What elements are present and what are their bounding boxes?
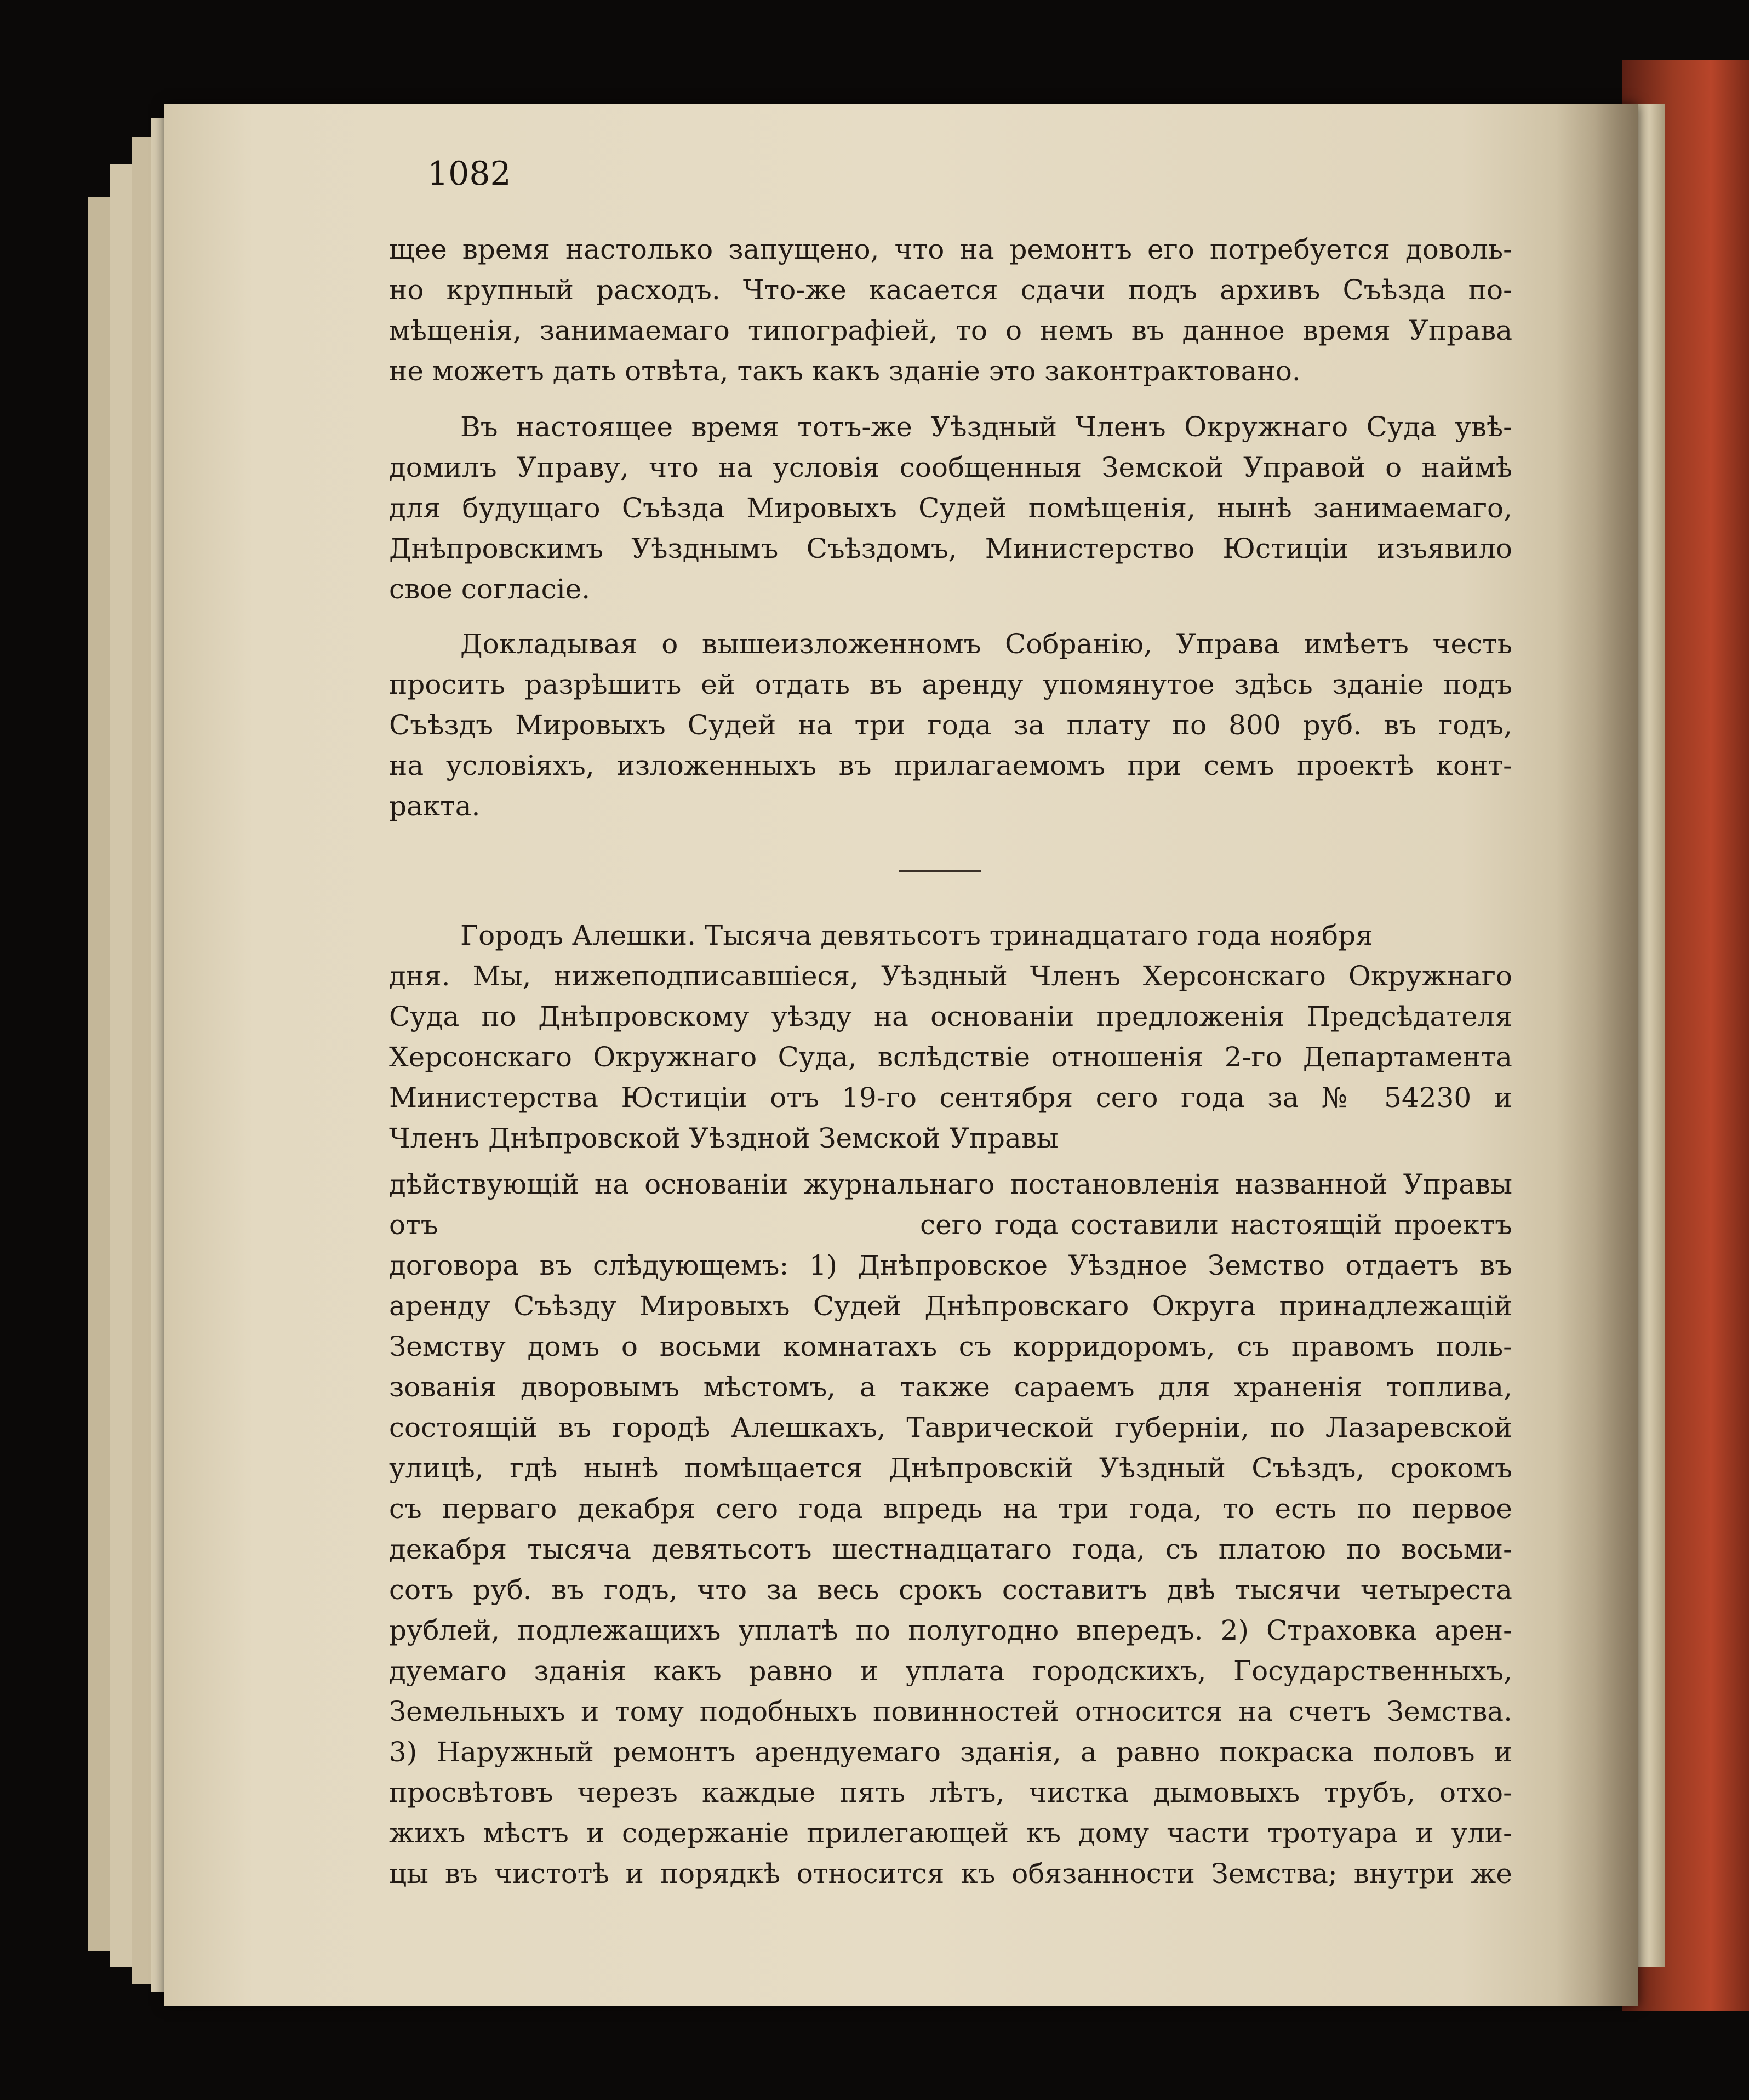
- para3-line: просить разрѣшить ей отдать въ аренду упомянутое здѣсь зданіе подъ: [389, 669, 1512, 700]
- para1-line: но крупный расходъ. Что-же касается сдачи подъ архивъ Съѣзда по-: [389, 274, 1512, 306]
- contract-line: Министерства Юстиціи отъ 19-го сентября сего года за № 54230 и: [389, 1082, 1512, 1114]
- para2-line: свое согласіе.: [389, 573, 591, 605]
- contract-line: Земельныхъ и тому подобныхъ повинностей относится на счетъ Земства.: [389, 1696, 1512, 1727]
- para2-line: домилъ Управу, что на условія сообщенныя Земской Управой о наймѣ: [389, 452, 1512, 483]
- contract-line: Городъ Алешки. Тысяча девятьсотъ тринадцатаго года ноября: [460, 920, 1373, 951]
- para1-line: щее время настолько запущено, что на ремонтъ его потребуется доволь-: [389, 233, 1512, 265]
- para3-line: ракта.: [389, 790, 481, 822]
- para1-line: не можетъ дать отвѣта, такъ какъ зданіе это законтрактовано.: [389, 355, 1301, 387]
- contract-line: просвѣтовъ черезъ каждые пять лѣтъ, чистка дымовыхъ трубъ, отхо-: [389, 1777, 1512, 1808]
- contract-line: 3) Наружный ремонтъ арендуемаго зданія, а равно покраска половъ и: [389, 1736, 1512, 1768]
- page-number: 1082: [427, 155, 511, 193]
- contract-line: зованія дворовымъ мѣстомъ, а также сараемъ для храненія топлива,: [389, 1371, 1512, 1403]
- contract-line: съ перваго декабря сего года впредь на три года, то есть по первое: [389, 1493, 1512, 1525]
- para3-line: Съѣздъ Мировыхъ Судей на три года за плату по 800 руб. въ годъ,: [389, 709, 1512, 741]
- contract-line: жихъ мѣстъ и содержаніе прилегающей къ дому части тротуара и ули-: [389, 1817, 1512, 1849]
- contract-line: аренду Съѣзду Мировыхъ Судей Днѣпровскаго Округа принадлежащій: [389, 1290, 1512, 1322]
- contract-line: Земству домъ о восьми комнатахъ съ корридоромъ, съ правомъ поль-: [389, 1331, 1512, 1362]
- contract-line: рублей, подлежащихъ уплатѣ по полугодно впередъ. 2) Страховка арен-: [389, 1614, 1512, 1646]
- contract-line: сотъ руб. въ годъ, что за весь срокъ составитъ двѣ тысячи четыреста: [389, 1574, 1512, 1606]
- gutter-shadow: [1556, 104, 1638, 2006]
- contract-line: отъ сего года составили настоящій проектъ: [389, 1209, 1512, 1241]
- contract-line: дня. Мы, нижеподписавшіеся, Уѣздный Членъ Херсонскаго Окружнаго: [389, 960, 1512, 992]
- contract-line: цы въ чистотѣ и порядкѣ относится къ обязанности Земства; внутри же: [389, 1858, 1512, 1890]
- contract-line: дуемаго зданія какъ равно и уплата городскихъ, Государственныхъ,: [389, 1655, 1512, 1687]
- contract-line: улицѣ, гдѣ нынѣ помѣщается Днѣпровскій Уѣздный Съѣздъ, срокомъ: [389, 1452, 1512, 1484]
- para3-line: на условіяхъ, изложенныхъ въ прилагаемомъ при семъ проектѣ конт-: [389, 750, 1512, 781]
- contract-line: Херсонскаго Окружнаго Суда, вслѣдствіе отношенія 2-го Департамента: [389, 1041, 1512, 1073]
- contract-line: состоящій въ городѣ Алешкахъ, Таврической губерніи, по Лазаревской: [389, 1412, 1512, 1443]
- para3-line: Докладывая о вышеизложенномъ Собранію, Управа имѣетъ честь: [460, 628, 1512, 660]
- contract-line: дѣйствующій на основаніи журнальнаго постановленія названной Управы: [389, 1168, 1512, 1200]
- contract-line: Членъ Днѣпровской Уѣздной Земской Управы: [389, 1122, 1059, 1154]
- para2-line: Днѣпровскимъ Уѣзднымъ Съѣздомъ, Министерство Юстиціи изъявило: [389, 533, 1512, 564]
- contract-line: декабря тысяча девятьсотъ шестнадцатаго года, съ платою по восьми-: [389, 1533, 1512, 1565]
- contract-line: договора въ слѣдующемъ: 1) Днѣпровское Уѣздное Земство отдаетъ въ: [389, 1249, 1512, 1281]
- contract-line: Суда по Днѣпровскому уѣзду на основаніи предложенія Предсѣдателя: [389, 1001, 1512, 1032]
- para1-line: мѣщенія, занимаемаго типографіей, то о немъ въ данное время Управа: [389, 315, 1512, 346]
- para2-line: для будущаго Съѣзда Мировыхъ Судей помѣщенія, нынѣ занимаемаго,: [389, 492, 1512, 524]
- para2-line: Въ настоящее время тотъ-же Уѣздный Членъ Окружнаго Суда увѣ-: [460, 411, 1512, 443]
- section-separator: [899, 870, 981, 872]
